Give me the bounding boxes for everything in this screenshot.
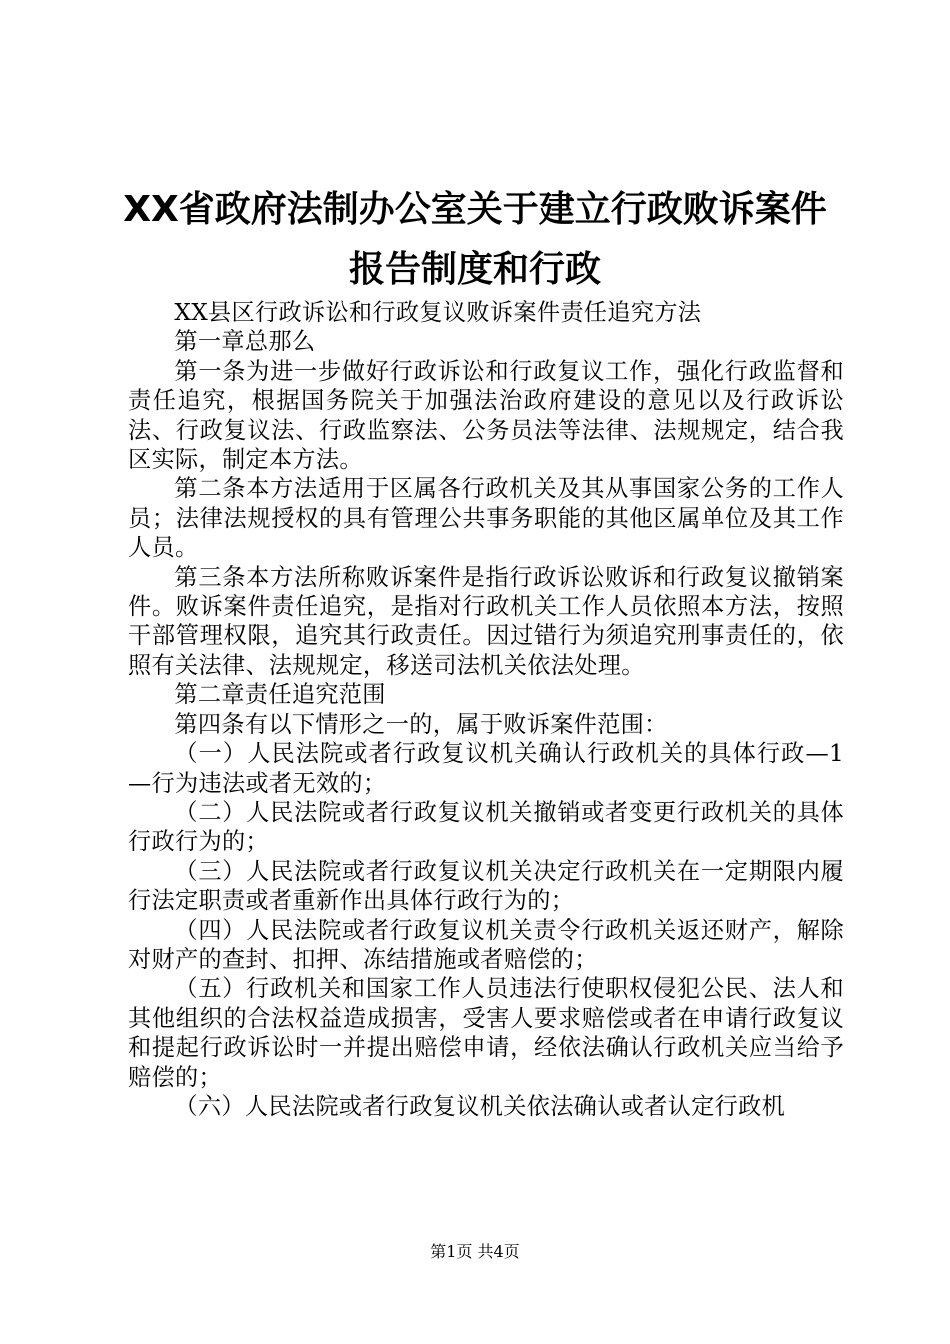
body-paragraph: 第二条本方法适用于区属各行政机关及其从事国家公务的工作人员；法律法规授权的具有管理公共事务职能的其他区属单位及其工作人员。 bbox=[128, 475, 844, 562]
body-paragraph: 第三条本方法所称败诉案件是指行政诉讼败诉和行政复议撤销案件。败诉案件责任追究，是指对行政机关工作人员依照本方法，按照干部管理权限，追究其行政责任。因过错行为须追究刑事责任的，依照有关法律、法规规定，移送司法机关依法处理。 bbox=[128, 563, 844, 679]
document-title-line-1: XX省政府法制办公室关于建立行政败诉案件 bbox=[123, 189, 827, 230]
body-paragraph: XX县区行政诉讼和行政复议败诉案件责任追究方法 bbox=[174, 299, 702, 326]
chapter-heading: 第二章责任追究范围 bbox=[174, 681, 386, 709]
chapter-heading: 第一章总那么 bbox=[174, 328, 316, 356]
document-body bbox=[128, 298, 844, 1121]
list-item: （五）行政机关和国家工作人员违法行使职权侵犯公民、法人和其他组织的合法权益造成损害，受害人要求赔偿或者在申请行政复议和提起行政诉讼时一并提出赔偿申请，经依法确认行政机关应当给予赔偿的； bbox=[128, 975, 844, 1091]
page-footer: 第1页 共4页 bbox=[430, 1242, 520, 1261]
list-item: （六）人民法院或者行政复议机关依法确认或者认定行政机 bbox=[174, 1092, 786, 1120]
list-item: （四）人民法院或者行政复议机关责令行政机关返还财产，解除对财产的查封、扣押、冻结措施或者赔偿的； bbox=[128, 916, 844, 973]
list-item: （一）人民法院或者行政复议机关确认行政机关的具体行政—1—行为违法或者无效的； bbox=[128, 740, 844, 797]
list-item: （三）人民法院或者行政复议机关决定行政机关在一定期限内履行法定职责或者重新作出具体行政行为的； bbox=[128, 857, 844, 915]
body-paragraph: 第一条为进一步做好行政诉讼和行政复议工作，强化行政监督和责任追究，根据国务院关于加强法治政府建设的意见以及行政诉讼法、行政复议法、行政监察法、公务员法等法律、法规规定，结合我区实际，制定本方法。 bbox=[128, 357, 844, 474]
document-title-line-2: 报告制度和行政 bbox=[348, 249, 601, 290]
body-paragraph: 第四条有以下情形之一的，属于败诉案件范围： bbox=[174, 710, 668, 738]
list-item: （二）人民法院或者行政复议机关撤销或者变更行政机关的具体行政行为的； bbox=[128, 798, 844, 856]
